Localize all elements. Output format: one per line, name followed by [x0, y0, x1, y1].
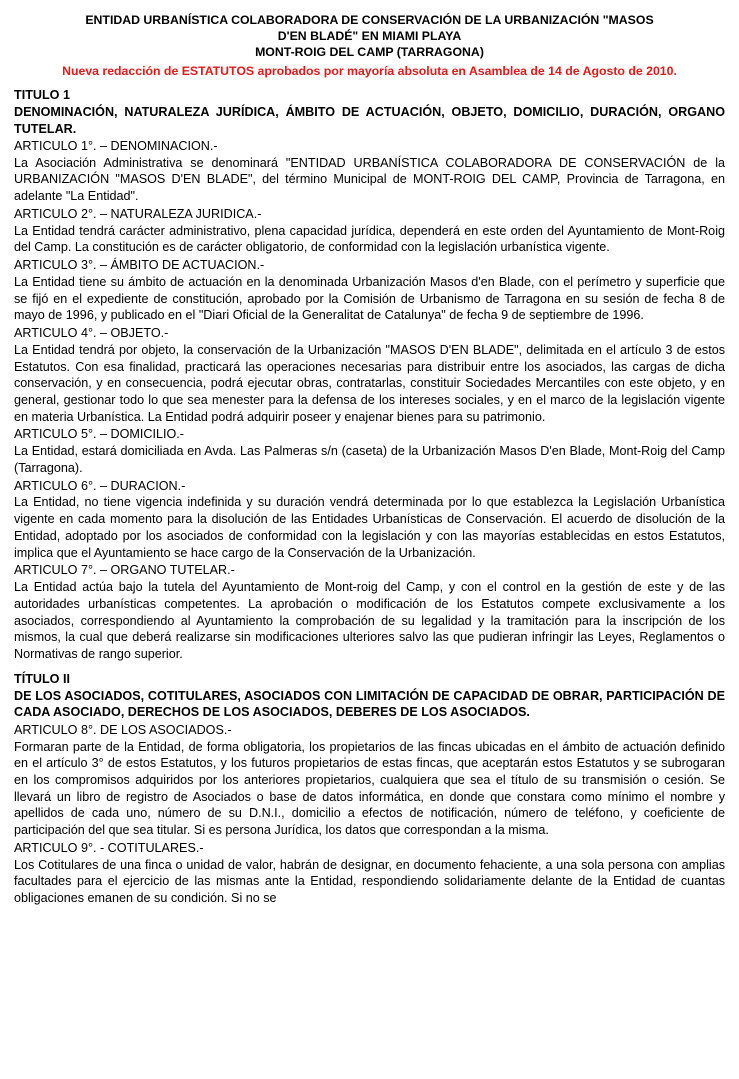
- article-body: La Entidad actúa bajo la tutela del Ayuntamiento de Mont-roig del Camp, y con el control en la gestión de este y de las autoridades urbanísticas competentes. La aprobación o modificación de los Estatutos compete exclusivamente a los asociados, correspondiendo al Ayuntamiento la comprobación de su legalidad y la tramitación para la inscripción de los mismos, la cual que deberá realizarse sin modificaciones ulteriores salvo las que pudieran infringir las Leyes, Reglamentos o Normativas de rango superior.: [14, 580, 725, 661]
- document-approval-note: Nueva redacción de ESTATUTOS aprobados por mayoría absoluta en Asamblea de 14 de Agosto de 2010.: [62, 63, 677, 78]
- article-heading: ARTICULO 9°. - COTITULARES.-: [14, 840, 204, 855]
- article-body: Los Cotitulares de una finca o unidad de valor, habrán de designar, en documento fehaciente, a una sola persona con amplias facultades para el ejercicio de las mismas ante la Entidad, respondiendo solidariamente delante de la Entidad de cuantas obligaciones emanen de su condición. Si no se: [14, 857, 725, 906]
- article-heading: ARTICULO 7°. – ORGANO TUTELAR.-: [14, 563, 235, 578]
- article-heading: ARTICULO 5°. – DOMICILIO.-: [14, 427, 184, 442]
- article-body: La Entidad tendrá por objeto, la conservación de la Urbanización "MASOS D'EN BLADE", delimitada en el artículo 3 de estos Estatutos. Con esa finalidad, practicará las operaciones necesarias para distribuir entre los asociados, las cargas de dicha conservación, y en consecuencia, podrá ejecutar obras, contratarlas, constituir Sociedades Mercantiles con este objeto, y en general, gestionar todo lo que sea menester para la defensa de los intereses sociales, y en el marco de la legislación vigente en materia Urbanística. La Entidad podrá adquirir poseer y enajenar bienes para su patrimonio.: [14, 342, 725, 424]
- article-body: La Entidad, estará domiciliada en Avda. Las Palmeras s/n (caseta) de la Urbanización Masos D'en Blade, Mont-Roig del Camp (Tarragona).: [14, 444, 725, 475]
- article-heading: ARTICULO 3°. – ÁMBITO DE ACTUACION.-: [14, 258, 265, 273]
- section-heading: DE LOS ASOCIADOS, COTITULARES, ASOCIADOS CON LIMITACIÓN DE CAPACIDAD DE OBRAR, PARTICIPACIÓN DE CADA ASOCIADO, DERECHOS DE LOS ASOCIADOS, DEBERES DE LOS ASOCIADOS.: [14, 689, 725, 720]
- article-body: La Asociación Administrativa se denominará "ENTIDAD URBANÍSTICA COLABORADORA DE CONSERVACIÓN de la URBANIZACIÓN "MASOS D'EN BLADE", del término Municipal de MONT-ROIG DEL CAMP, Provincia de Tarragona, en adelante "La Entidad".: [14, 155, 725, 204]
- article-body: Formaran parte de la Entidad, de forma obligatoria, los propietarios de las fincas ubicadas en el ámbito de actuación definido en el artículo 3° de estos Estatutos, y los futuros propietarios de estas fincas, que aceptarán estos Estatutos y se subrogaran en los compromisos adquiridos por los anteriores propietarios, cualquiera que sea el título de su transmisión o cesión. Se llevará un libro de registro de Asociados o base de datos informática, en donde que constara como mínimo el nombre y apellidos de cada uno, número de su D.N.I., domicilio a efectos de notificación, número de teléfono, y coeficiente de participación del que sea titular. Si es persona Jurídica, los datos que correspondan a la misma.: [14, 739, 725, 838]
- document-header: [14, 12, 725, 79]
- article-body: La Entidad tiene su ámbito de actuación en la denominada Urbanización Masos d'en Blade, con el perímetro y superficie que se fijó en el expediente de constitución, aprobado por la Comisión de Urbanismo de Tarragona en su sesión de fecha 8 de mayo de 1996, y publicado en el "Diari Oficial de la Generalitat de Catalunya" de fecha 9 de septiembre de 1996.: [14, 274, 725, 323]
- article-heading: ARTICULO 4°. – OBJETO.-: [14, 326, 169, 341]
- section-label: TÍTULO II: [14, 671, 70, 686]
- article-heading: ARTICULO 1°. – DENOMINACION.-: [14, 138, 218, 153]
- article-body: La Entidad, no tiene vigencia indefinida y su duración vendrá determinada por lo que establezca la Legislación Urbanística vigente en cada momento para la disolución de las Entidades Urbanísticas de Conservación. El acuerdo de disolución de la Entidad, adoptado por los asociados de conformidad con la legislación y con las mayorías establecidas en estos Estatutos, implica que el Ayuntamiento se hace cargo de la Conservación de la Urbanización.: [14, 495, 725, 560]
- section-titulo-1: [14, 87, 725, 663]
- document-title-line-1: ENTIDAD URBANÍSTICA COLABORADORA DE CONSERVACIÓN DE LA URBANIZACIÓN "MASOS: [85, 13, 654, 27]
- document-subtitle: MONT-ROIG DEL CAMP (TARRAGONA): [255, 45, 484, 60]
- document-title-line-2: D'EN BLADÉ" EN MIAMI PLAYA: [277, 29, 462, 44]
- article-heading: ARTICULO 2°. – NATURALEZA JURIDICA.-: [14, 206, 262, 221]
- section-label: TITULO 1: [14, 87, 70, 102]
- article-heading: ARTICULO 8°. DE LOS ASOCIADOS.-: [14, 722, 232, 737]
- article-body: La Entidad tendrá carácter administrativo, plena capacidad jurídica, dependerá en este orden del Ayuntamiento de Mont-Roig del Camp. La constitución es de carácter obligatorio, de conformidad con la legislación urbanística vigente.: [14, 223, 725, 255]
- article-heading: ARTICULO 6°. – DURACION.-: [14, 478, 186, 493]
- section-titulo-2: [14, 671, 725, 907]
- section-heading: DENOMINACIÓN, NATURALEZA JURÍDICA, ÁMBITO DE ACTUACIÓN, OBJETO, DOMICILIO, DURACIÓN, ORGANO TUTELAR.: [14, 105, 725, 136]
